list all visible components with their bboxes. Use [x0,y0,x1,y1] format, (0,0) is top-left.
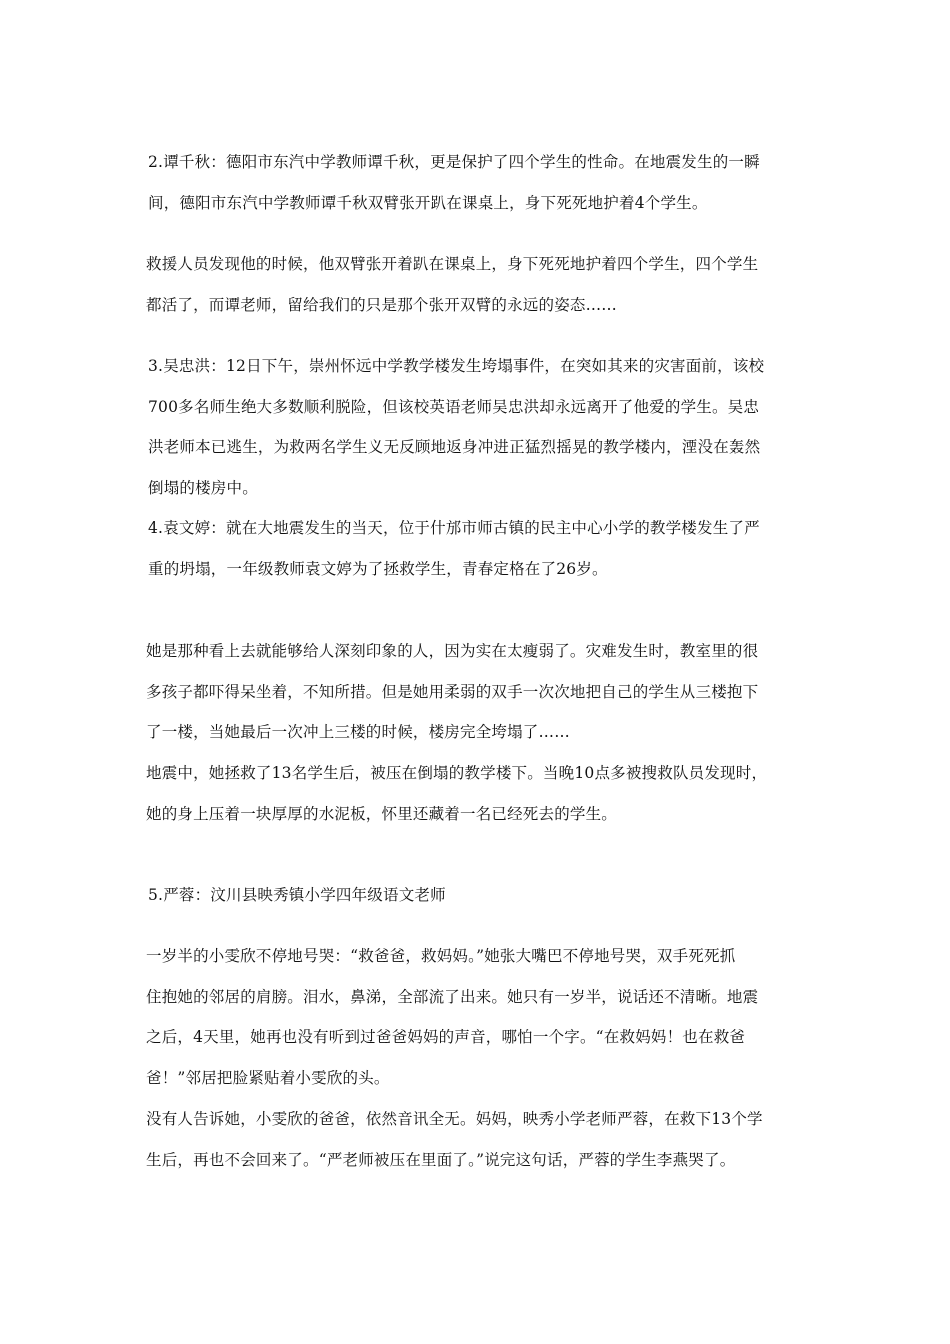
text-line: 地震中，她拯救了13名学生后，被压在倒塌的教学楼下。当晚10点多被搜救队员发现时， [146,764,768,782]
text-line: 5.严蓉：汶川县映秀镇小学四年级语文老师 [148,886,446,904]
text-line: 没有人告诉她，小雯欣的爸爸，依然音讯全无。妈妈，映秀小学老师严蓉，在救下13个学 [146,1110,763,1128]
paragraph-rescue-found [146,244,814,325]
text-line: 生后，再也不会回来了。“严老师被压在里面了。”说完这句话，严蓉的学生李燕哭了。 [146,1150,736,1169]
text-line: 重的坍塌，一年级教师袁文婷为了拯救学生，青春定格在了26岁。 [148,559,608,578]
paragraph-yuan-wenting [148,508,816,589]
text-line: 她的身上压着一块厚厚的水泥板，怀里还藏着一名已经死去的学生。 [146,804,618,823]
paragraph-no-one-told [146,1099,814,1180]
text-line: 间，德阳市东汽中学教师谭千秋双臂张开趴在课桌上，身下死死地护着4个学生。 [148,193,708,212]
text-line: 多孩子都吓得呆坐着，不知所措。但是她用柔弱的双手一次次地把自己的学生从三楼抱下 [146,682,759,701]
text-line: 3.吴忠洪：12日下午，崇州怀远中学教学楼发生垮塌事件，在突如其来的灾害面前，该校 [148,357,765,375]
text-line: 4.袁文婷：就在大地震发生的当天，位于什邡市师古镇的民主中心小学的教学楼发生了严 [148,519,760,537]
text-line: 她是那种看上去就能够给人深刻印象的人，因为实在太瘦弱了。灾难发生时，教室里的很 [146,642,759,660]
paragraph-wu-zhonghong [148,346,816,508]
text-line: 倒塌的楼房中。 [148,478,258,497]
text-line: 之后，4天里，她再也没有听到过爸爸妈妈的声音，哪怕一个字。“在救妈妈！也在救爸 [146,1028,746,1046]
text-line: 都活了，而谭老师，留给我们的只是那个张开双臂的永远的姿态…… [146,295,618,314]
paragraph-wenxin-crying [146,936,814,1098]
text-line: 洪老师本已逃生，为救两名学生义无反顾地返身冲进正猛烈摇晃的教学楼内，湮没在轰然 [148,438,761,456]
text-line: 一岁半的小雯欣不停地号哭：“救爸爸，救妈妈。”她张大嘴巴不停地号哭，双手死死抓 [146,947,736,965]
text-line: 救援人员发现他的时候，他双臂张开着趴在课桌上，身下死死地护着四个学生，四个学生 [146,255,759,273]
paragraph-yan-rong [148,875,816,916]
paragraph-earthquake-rescue [146,753,814,834]
text-line: 了一楼，当她最后一次冲上三楼的时候，楼房完全垮塌了…… [146,723,570,741]
paragraph-yuan-description [146,631,814,753]
paragraph-tan-qianqiu [148,142,816,223]
text-line: 700多名师生绝大多数顺利脱险，但该校英语老师吴忠洪却永远离开了他爱的学生。吴忠 [148,397,760,416]
text-line: 2.谭千秋：德阳市东汽中学教师谭千秋，更是保护了四个学生的性命。在地震发生的一瞬 [148,153,760,171]
text-line: 住抱她的邻居的肩膀。泪水，鼻涕，全部流了出来。她只有一岁半，说话还不清晰。地震 [146,987,759,1006]
text-line: 爸！”邻居把脸紧贴着小雯欣的头。 [146,1068,390,1087]
